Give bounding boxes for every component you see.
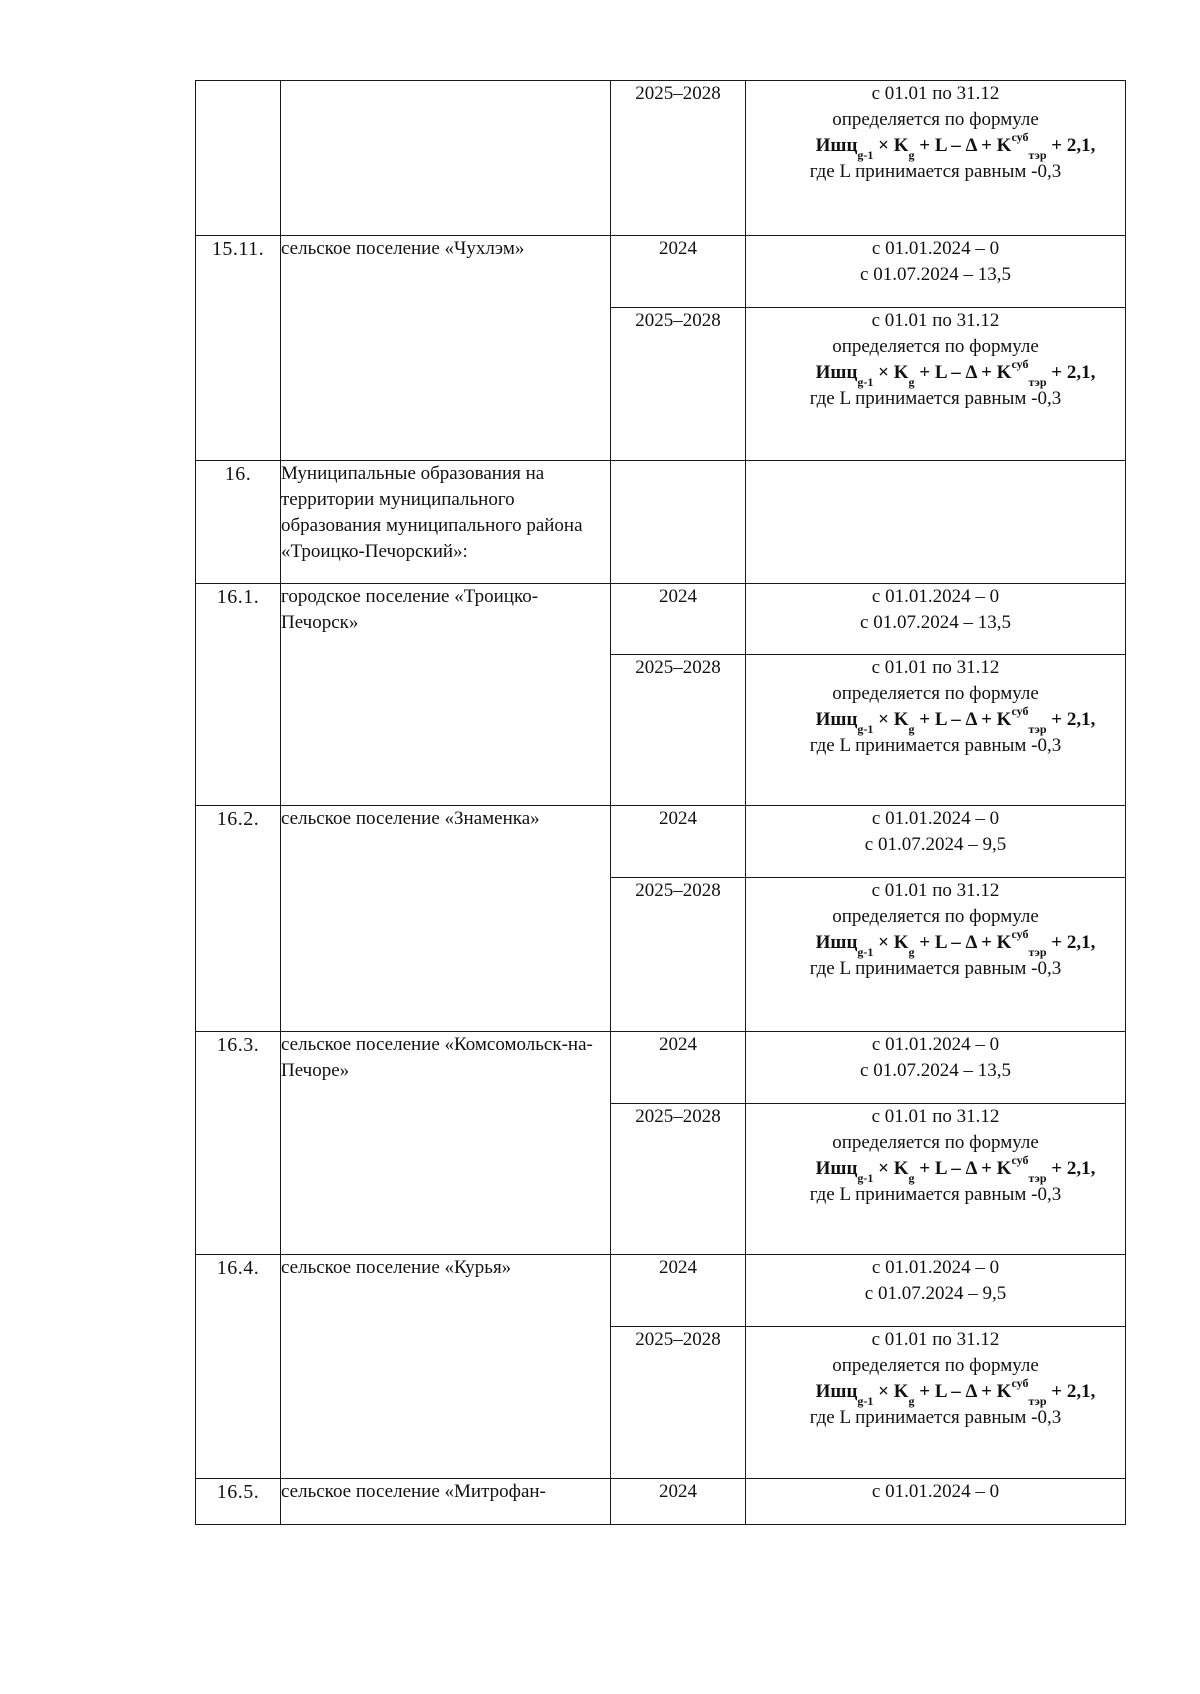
row-number-cell: 16.5. bbox=[196, 1479, 281, 1525]
table-row bbox=[196, 461, 1126, 584]
value-line-1: с 01.01 по 31.12 bbox=[871, 1329, 1000, 1350]
value-line-2: определяется по формуле bbox=[832, 336, 1039, 357]
value-line-3: где L принимается равным -0,3 bbox=[809, 388, 1062, 409]
value-line-3: где L принимается равным -0,3 bbox=[809, 161, 1062, 182]
year-cell bbox=[611, 461, 746, 584]
year-cell: 2025–2028 bbox=[611, 655, 746, 806]
value-line-1: с 01.01.2024 – 0 bbox=[871, 1257, 1000, 1278]
value-line-3: где L принимается равным -0,3 bbox=[809, 1407, 1062, 1428]
value-line-2: определяется по формуле bbox=[832, 683, 1039, 704]
value-line-2: с 01.07.2024 – 9,5 bbox=[864, 834, 1007, 855]
value-line-1: с 01.01.2024 – 0 bbox=[871, 808, 1000, 829]
data-table bbox=[195, 80, 1126, 1525]
value-cell bbox=[746, 878, 1126, 1032]
value-line-3: где L принимается равным -0,3 bbox=[809, 1184, 1062, 1205]
year-cell: 2025–2028 bbox=[611, 878, 746, 1032]
value-cell bbox=[746, 806, 1126, 878]
value-line-1: с 01.01 по 31.12 bbox=[871, 657, 1000, 678]
value-line-1: с 01.01 по 31.12 bbox=[871, 83, 1000, 104]
value-cell bbox=[746, 1327, 1126, 1479]
entity-name-cell: сельское поселение «Знаменка» bbox=[281, 806, 611, 1032]
entity-name-cell bbox=[281, 81, 611, 236]
value-line-2: определяется по формуле bbox=[832, 906, 1039, 927]
value-cell bbox=[746, 236, 1126, 308]
entity-name-cell: городское поселение «Троицко-Печорск» bbox=[281, 584, 611, 806]
row-number-cell: 16. bbox=[196, 461, 281, 584]
value-line-2: определяется по формуле bbox=[832, 1132, 1039, 1153]
value-line-3: где L принимается равным -0,3 bbox=[809, 958, 1062, 979]
formula: $Ишц_{g-1} \times K_g + L - \Delta + K^{суб}_{тэр} + 2,1$, bbox=[815, 356, 1096, 389]
value-line-1: с 01.01.2024 – 0 bbox=[871, 1034, 1000, 1055]
year-cell: 2025–2028 bbox=[611, 308, 746, 461]
year-cell: 2024 bbox=[611, 1255, 746, 1327]
entity-name-cell: сельское поселение «Курья» bbox=[281, 1255, 611, 1479]
table-row bbox=[196, 236, 1126, 308]
table-row bbox=[196, 584, 1126, 655]
table-row bbox=[196, 1479, 1126, 1525]
entity-name-cell: Муниципальные образования на территории муниципального образования муниципального района «Троицко-Печорский»: bbox=[281, 461, 611, 584]
value-line-1: с 01.01 по 31.12 bbox=[871, 310, 1000, 331]
year-cell: 2025–2028 bbox=[611, 81, 746, 236]
year-cell: 2024 bbox=[611, 1032, 746, 1104]
year-cell: 2024 bbox=[611, 806, 746, 878]
value-cell bbox=[746, 461, 1126, 584]
value-line-1: с 01.01.2024 – 0 bbox=[871, 238, 1000, 259]
value-cell bbox=[746, 1032, 1126, 1104]
value-line-2: с 01.07.2024 – 13,5 bbox=[860, 612, 1011, 633]
year-cell: 2025–2028 bbox=[611, 1104, 746, 1255]
entity-name-cell: сельское поселение «Митрофан- bbox=[281, 1479, 611, 1525]
value-cell bbox=[746, 584, 1126, 655]
year-cell: 2024 bbox=[611, 236, 746, 308]
value-cell bbox=[746, 655, 1126, 806]
formula: $Ишц_{g-1} \times K_g + L - \Delta + K^{суб}_{тэр} + 2,1$, bbox=[815, 926, 1096, 959]
value-cell bbox=[746, 308, 1126, 461]
entity-name-cell: сельское поселение «Чухлэм» bbox=[281, 236, 611, 461]
value-line-2: с 01.07.2024 – 13,5 bbox=[860, 264, 1011, 285]
table-row bbox=[196, 81, 1126, 236]
value-line-2: определяется по формуле bbox=[832, 1355, 1039, 1376]
table-row bbox=[196, 1255, 1126, 1327]
value-line-3: где L принимается равным -0,3 bbox=[809, 735, 1062, 756]
row-number-cell: 16.3. bbox=[196, 1032, 281, 1255]
value-line-1: с 01.01.2024 – 0 bbox=[871, 1481, 1000, 1502]
formula: $Ишц_{g-1} \times K_g + L - \Delta + K^{суб}_{тэр} + 2,1$, bbox=[815, 1152, 1096, 1185]
row-number-cell: 16.2. bbox=[196, 806, 281, 1032]
row-number-cell: 15.11. bbox=[196, 236, 281, 461]
value-line-1: с 01.01 по 31.12 bbox=[871, 880, 1000, 901]
table-row bbox=[196, 806, 1126, 878]
entity-name-cell: сельское поселение «Комсомольск-на-Печоре» bbox=[281, 1032, 611, 1255]
value-cell bbox=[746, 1479, 1126, 1525]
row-number-cell bbox=[196, 81, 281, 236]
value-cell bbox=[746, 81, 1126, 236]
value-line-1: с 01.01 по 31.12 bbox=[871, 1106, 1000, 1127]
row-number-cell: 16.4. bbox=[196, 1255, 281, 1479]
value-line-1: с 01.01.2024 – 0 bbox=[871, 586, 1000, 607]
value-line-2: с 01.07.2024 – 13,5 bbox=[860, 1060, 1011, 1081]
row-number-cell: 16.1. bbox=[196, 584, 281, 806]
year-cell: 2025–2028 bbox=[611, 1327, 746, 1479]
formula: $Ишц_{g-1} \times K_g + L - \Delta + K^{суб}_{тэр} + 2,1$, bbox=[815, 1375, 1096, 1408]
value-line-2: определяется по формуле bbox=[832, 109, 1039, 130]
value-cell bbox=[746, 1255, 1126, 1327]
year-cell: 2024 bbox=[611, 584, 746, 655]
formula: $Ишц_{g-1} \times K_g + L - \Delta + K^{суб}_{тэр} + 2,1$, bbox=[815, 129, 1096, 162]
year-cell: 2024 bbox=[611, 1479, 746, 1525]
value-cell bbox=[746, 1104, 1126, 1255]
table-row bbox=[196, 1032, 1126, 1104]
value-line-2: с 01.07.2024 – 9,5 bbox=[864, 1283, 1007, 1304]
formula: $Ишц_{g-1} \times K_g + L - \Delta + K^{суб}_{тэр} + 2,1$, bbox=[815, 703, 1096, 736]
